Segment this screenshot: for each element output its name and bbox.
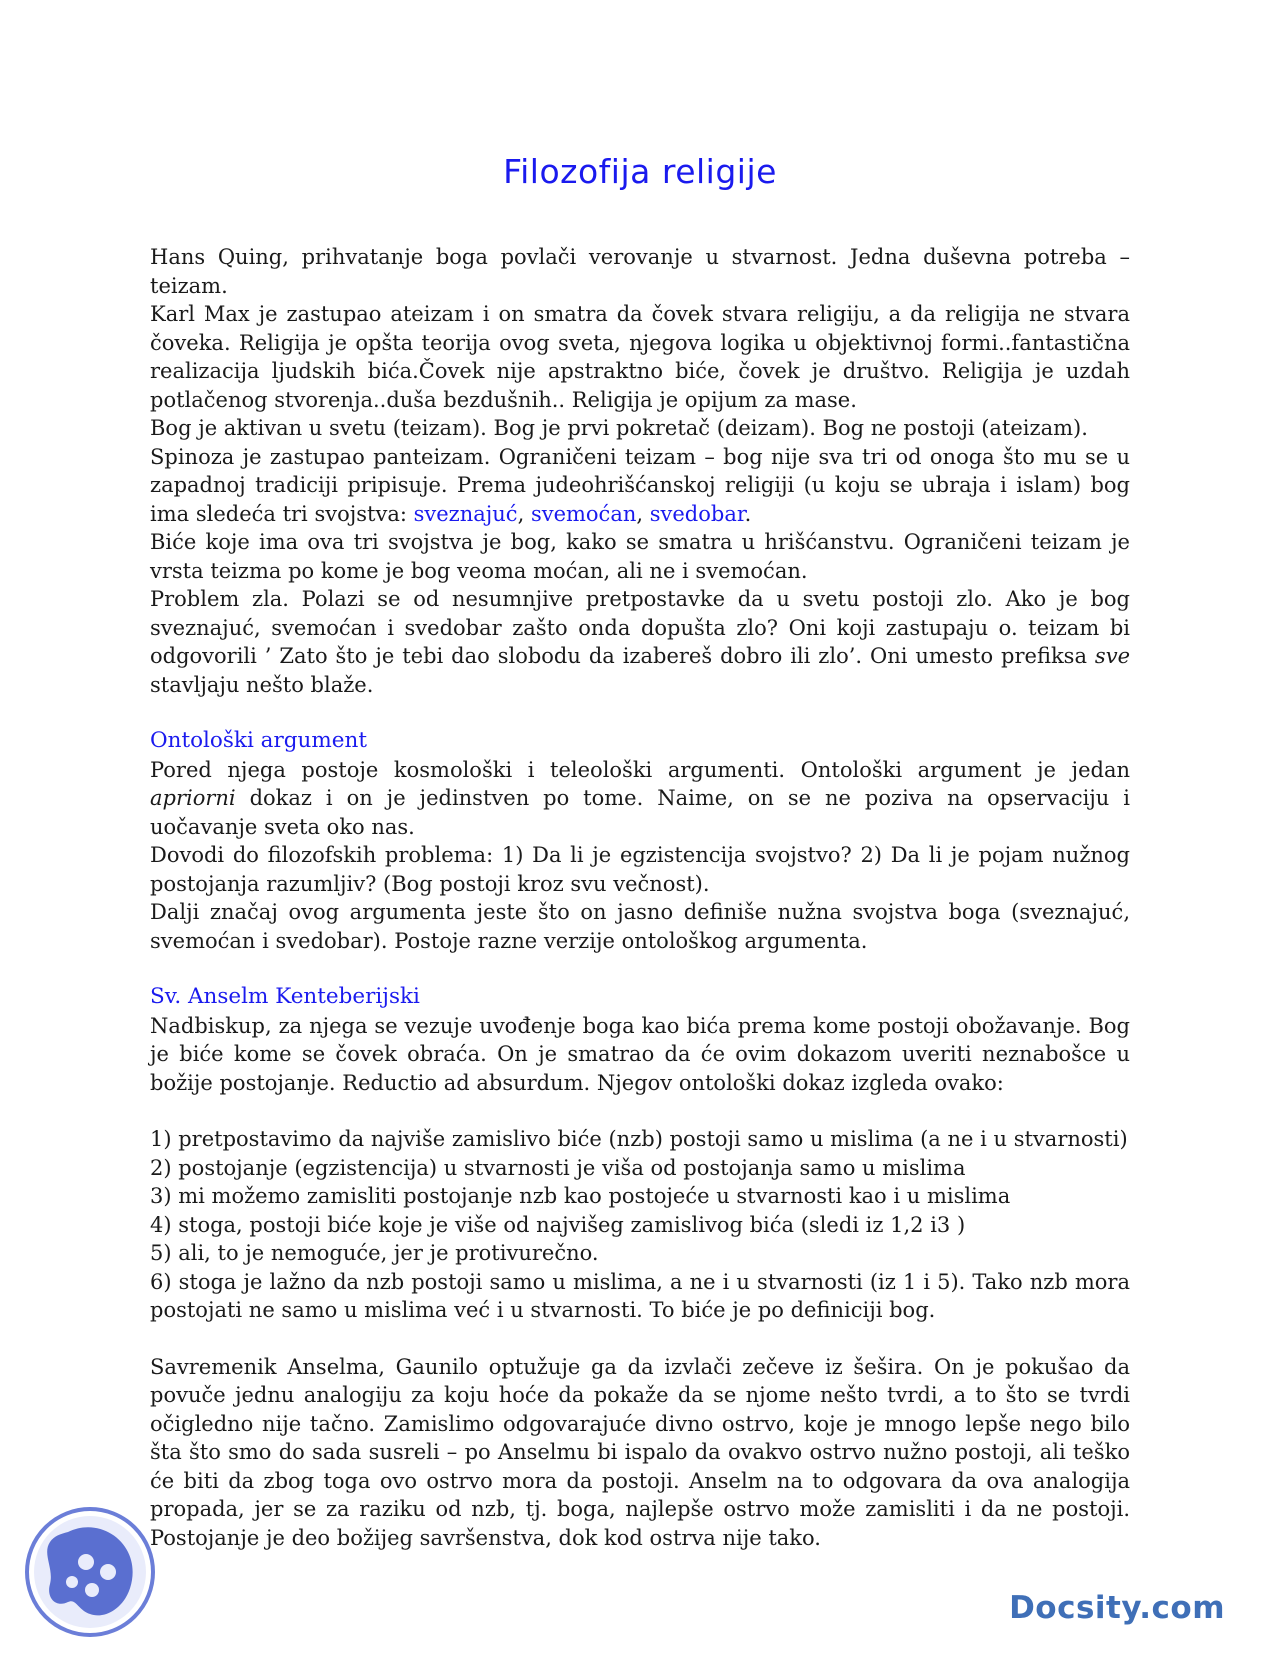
page-title: Filozofija religije xyxy=(503,152,777,191)
paragraph-spinoza xyxy=(150,443,1130,529)
paragraph-bog-aktivan: Bog je aktivan u svetu (teizam). Bog je prvi pokretač (deizam). Bog ne postoji (ateizam). xyxy=(150,416,1088,440)
heading-ontoloski-argument: Ontološki argument xyxy=(150,728,367,753)
paragraph-ontoloski-3: Dalji značaj ovog argumenta jeste što on jasno definiše nužna svojstva boga (sveznajuć, svemoćan i svedobar). Postoje razne verzije ontološkog argumenta. xyxy=(150,900,1130,953)
attribute-sveznajuc: sveznajuć xyxy=(413,501,518,526)
docsity-brand[interactable]: Docsity.com xyxy=(1009,1590,1225,1626)
list-item: 3) mi možemo zamisliti postojanje nzb kao postojeće u stvarnosti kao i u mislima xyxy=(150,1184,1011,1208)
paragraph-problem-zla xyxy=(150,585,1130,699)
paragraph-ontoloski-2: Dovodi do filozofskih problema: 1) Da li je egzistencija svojstvo? 2) Da li je pojam nužnog postojanja razumljiv? (Bog postoji kroz svu večnost). xyxy=(150,843,1130,896)
proof-steps xyxy=(150,1125,1130,1325)
prefix-sve: sve xyxy=(1094,644,1130,668)
separator: , xyxy=(517,501,531,526)
period: . xyxy=(744,501,752,526)
paragraph-karl-max: Karl Max je zastupao ateizam i on smatra da čovek stvara religiju, a da religija ne stvara čoveka. Religija je opšta teorija ovog sveta, njegova logika u objektivnoj formi..fantastična realizacija ljudskih bića.Čovek nije apstraktno biće, čovek je društvo. Religija je uzdah potlačenog stvorenja..duša bezdušnih.. Religija je opijum za mase. xyxy=(150,302,1130,412)
paragraph-hans-quing: Hans Quing, prihvatanje boga povlači verovanje u stvarnost. Jedna duševna potreba – teizam. xyxy=(150,245,1130,298)
ontoloski-text-end: dokaz i on je jedinstven po tome. Naime, on se ne poziva na opservaciju i uočavanje sveta oko nas. xyxy=(150,786,1130,839)
docsity-logo-icon xyxy=(20,1502,160,1642)
list-item: 4) stoga, postoji biće koje je više od najvišeg zamislivog bića (sledi iz 1,2 i3 ) xyxy=(150,1212,966,1237)
list-item: 6) stoga je lažno da nzb postoji samo u mislima, a ne i u stvarnosti (iz 1 i 5). Tako nzb mora postojati ne samo u mislima već i u stvarnosti. To biće je po definiciji bog. xyxy=(150,1269,1130,1322)
problem-zla-text: Problem zla. Polazi se od nesumnjive pretpostavke da u svetu postoji zlo. Ako je bog sveznajuć, svemoćan i svedobar zašto onda dopušta zlo? Oni koji zastupaju o. teizam bi odgovorili ’ Zato što je tebi dao slobodu da izabereš dobro ili zlo’. Oni umesto prefiksa xyxy=(150,587,1130,668)
list-item: 5) ali, to je nemoguće, jer je protivurečno. xyxy=(150,1241,599,1265)
heading-anselm: Sv. Anselm Kenteberijski xyxy=(150,984,420,1009)
attribute-svemocan: svemoćan xyxy=(530,501,637,526)
list-item: 2) postojanje (egzistencija) u stvarnosti je viša od postojanja samo u mislima xyxy=(150,1155,966,1180)
document-body xyxy=(150,243,1130,1552)
attribute-svedobar: svedobar xyxy=(649,501,745,526)
separator: , xyxy=(636,501,650,526)
paragraph-bice: Biće koje ima ova tri svojstva je bog, kako se smatra u hrišćanstvu. Ograničeni teizam je vrsta teizma po kome je bog veoma moćan, ali ne i svemoćan. xyxy=(150,530,1130,583)
paragraph-ontoloski-1 xyxy=(150,756,1130,842)
word-apriorni: apriorni xyxy=(150,786,236,810)
spinoza-text: Spinoza je zastupao panteizam. Ograničeni teizam – bog nije sva tri od onoga što mu se u zapadnoj tradiciji pripisuje. Prema judeohrišćanskoj religiji (u koju se ubraja i islam) bog ima sledeća tri svojstva: xyxy=(150,444,1130,526)
paragraph-anselm-1: Nadbiskup, za njega se vezuje uvođenje boga kao bića prema kome postoji obožavanje. Bog je biće kome se čovek obraća. On je smatrao da će ovim dokazom uveriti neznabošce u božije postojanje. Reductio ad absurdum. Njegov ontološki dokaz izgleda ovako: xyxy=(150,1013,1130,1095)
ontoloski-text: Pored njega postoje kosmološki i teleološki argumenti. Ontološki argument je jedan xyxy=(150,757,1130,782)
list-item: 1) pretpostavimo da najviše zamislivo biće (nzb) postoji samo u mislima (a ne i u stvarnosti) xyxy=(150,1127,1128,1151)
problem-zla-end: stavljaju nešto blaže. xyxy=(150,672,374,697)
paragraph-gaunilo: Savremenik Anselma, Gaunilo optužuje ga da izvlači zečeve iz šešira. On je pokušao da povuče jednu analogiju za koju hoće da pokaže da se njome nešto tvrdi, a to što se tvrdi očigledno nije tačno. Zamislimo odgovarajuće divno ostrvo, koje je mnogo lepše nego bilo šta što smo do sada susreli – po Anselmu bi ispalo da ovakvo ostrvo nužno postoji, ali teško će biti da zbog toga ovo ostrvo mora da postoji. Anselm na to odgovara da ova analogija propada, jer se za raziku od nzb, tj. boga, najlepše ostrvo može zamisliti i da ne postoji. Postojanje je deo božijeg savršenstva, dok kod ostrva nije tako. xyxy=(150,1354,1130,1550)
